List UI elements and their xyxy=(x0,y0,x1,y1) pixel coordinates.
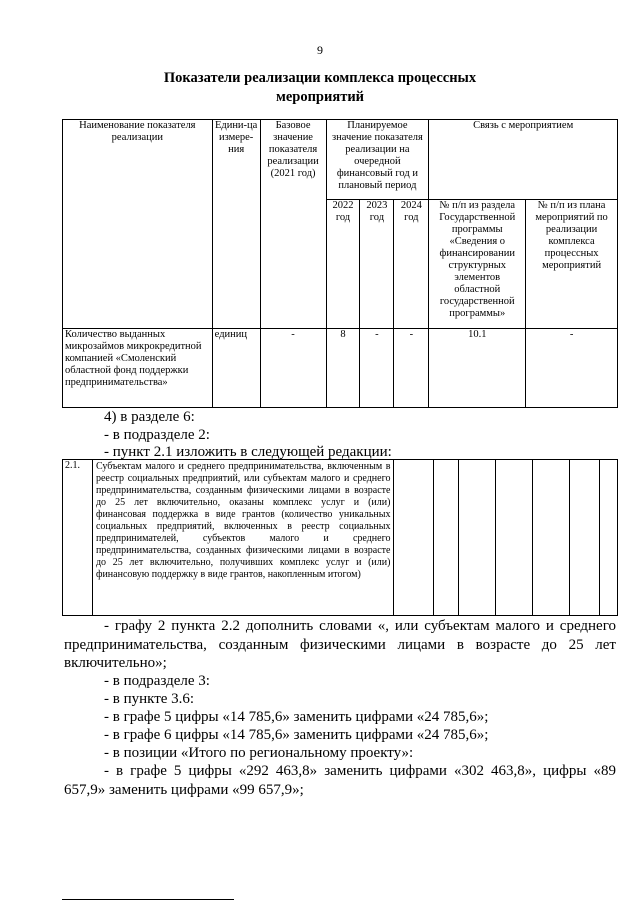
indicators-table xyxy=(62,119,618,408)
header-base-value: Базовое значение показателя реализации (2021 год) xyxy=(260,120,326,329)
cell-unit: единиц xyxy=(212,329,260,408)
header-indicator-name: Наименование показателя реализации xyxy=(63,120,213,329)
amendment-line: - пункт 2.1 изложить в следующей редакции: xyxy=(104,444,392,460)
cell-empty xyxy=(394,460,434,616)
amendment-paragraph: - в графе 5 цифры «292 463,8» заменить цифрами «302 463,8», цифры «89 657,9» заменить цифрами «99 657,9»; xyxy=(64,763,616,798)
table-row xyxy=(63,460,618,616)
cell-link-program-section: 10.1 xyxy=(429,329,526,408)
cell-empty xyxy=(599,460,617,616)
header-year-2024: 2024 год xyxy=(394,200,429,329)
header-link-program-section: № п/п из раздела Государственной программы «Сведения о финансировании структурных элементов областной государственной программы» xyxy=(429,200,526,329)
amendment-paragraph: - графу 2 пункта 2.2 дополнить словами «, или субъектам малого и среднего предпринимательства, созданным физическими лицами в возрасте до 25 лет включительно»; xyxy=(64,618,616,671)
footer-divider xyxy=(62,899,234,900)
page-number: 9 xyxy=(317,43,323,57)
table-row xyxy=(63,329,618,408)
results-table xyxy=(62,459,618,616)
amendment-line: - в позиции «Итого по региональному проекту»: xyxy=(104,745,414,761)
header-link-action-plan: № п/п из плана мероприятий по реализации комплекса процессных мероприятий xyxy=(526,200,618,329)
header-year-2023: 2023 год xyxy=(360,200,394,329)
cell-empty xyxy=(434,460,459,616)
cell-2024: - xyxy=(394,329,429,408)
document-title: Показатели реализации комплекса процессных мероприятий xyxy=(163,70,477,105)
header-planned-value: Планируемое значение показателя реализации на очередной финансовый год и плановый период xyxy=(326,120,429,200)
amendment-line: - в подразделе 3: xyxy=(104,673,210,689)
cell-empty xyxy=(496,460,533,616)
amendment-line: 4) в разделе 6: xyxy=(104,409,195,425)
cell-empty xyxy=(570,460,600,616)
amendment-line: - в графе 5 цифры «14 785,6» заменить цифрами «24 785,6»; xyxy=(104,709,489,725)
cell-2022: 8 xyxy=(326,329,360,408)
header-link: Связь с мероприятием xyxy=(429,120,618,200)
cell-result-description: Субъектам малого и среднего предпринимательства, включенным в реестр социальных предприятий, или субъектам малого и среднего предпринимательства, созданным физическими лицами в возрасте до 25 лет включительно, оказаны комплекс услуг и (или) финансовая поддержка в виде грантов (количество уникальных социальных предприятий, включенных в реестр социальных предпринимателей, субъектов малого и среднего предпринимательства, созданных физическими лицами в возрасте до 25 лет включительно, получивших комплекс услуг и (или) финансовую поддержку в виде грантов, накопленным итогом) xyxy=(92,460,393,616)
cell-base-value: - xyxy=(260,329,326,408)
amendment-line: - в подразделе 2: xyxy=(104,427,210,443)
cell-empty xyxy=(459,460,496,616)
cell-empty xyxy=(533,460,570,616)
header-year-2022: 2022 год xyxy=(326,200,360,329)
cell-2023: - xyxy=(360,329,394,408)
cell-row-number: 2.1. xyxy=(63,460,93,616)
amendment-line: - в графе 6 цифры «14 785,6» заменить цифрами «24 785,6»; xyxy=(104,727,489,743)
amendment-line: - в пункте 3.6: xyxy=(104,691,195,707)
header-unit: Едини-ца измере-ния xyxy=(212,120,260,329)
cell-indicator-name: Количество выданных микрозаймов микрокредитной компанией «Смоленский областной фонд поддержки предпринимательства» xyxy=(63,329,213,408)
cell-link-action-plan: - xyxy=(526,329,618,408)
